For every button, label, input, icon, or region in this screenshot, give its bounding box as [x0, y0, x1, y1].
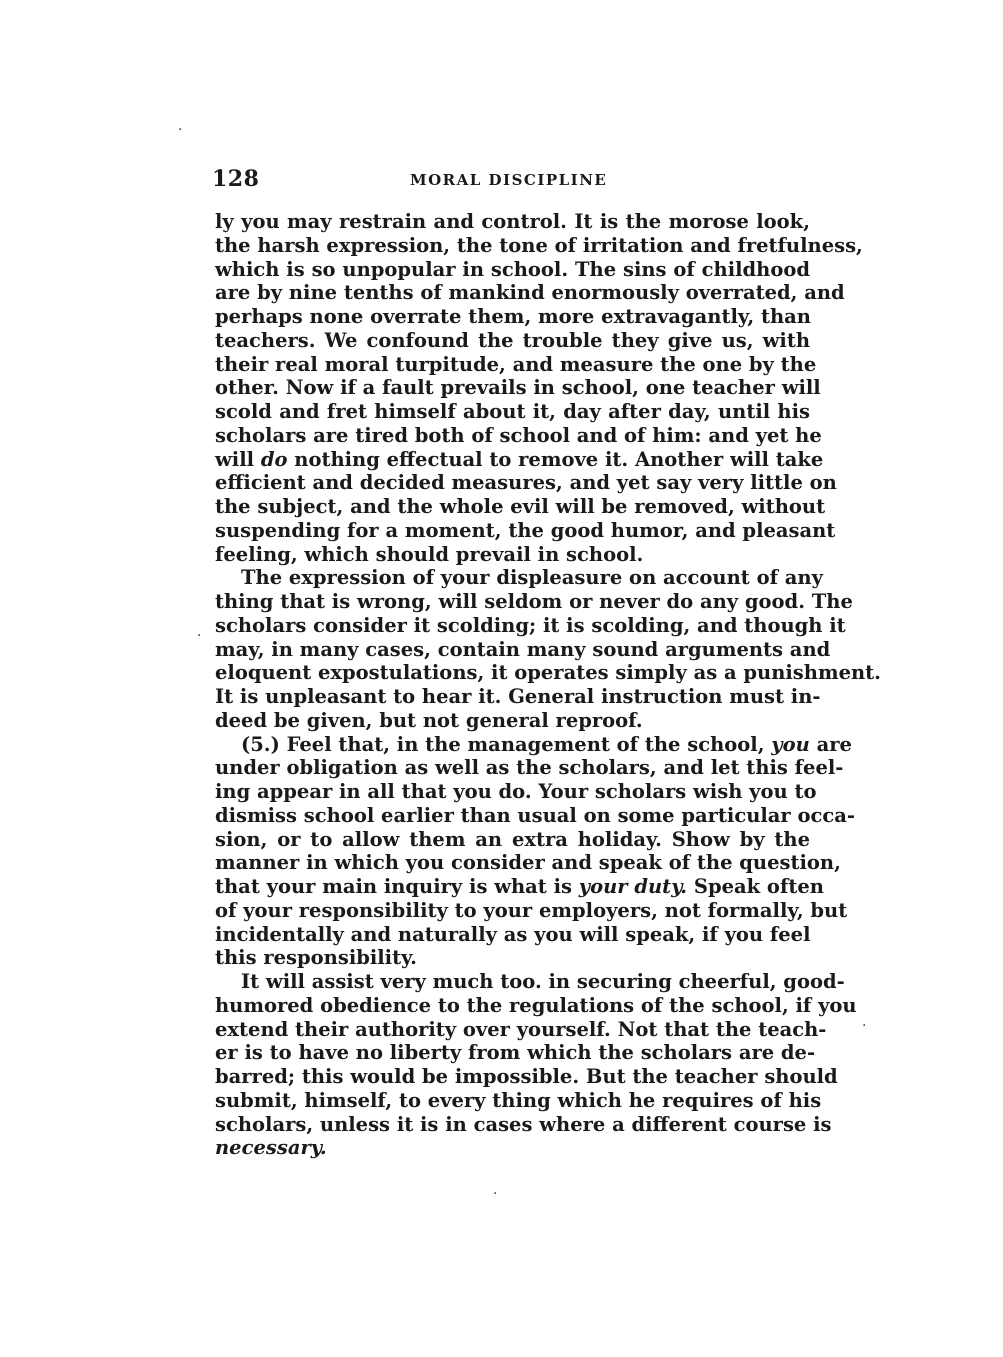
running-head: MORAL DISCIPLINE — [410, 171, 608, 189]
text-line: er is to have no liberty from which the scholars are de- — [215, 1041, 816, 1065]
text-line: scold and fret himself about it, day after day, until his — [215, 400, 810, 423]
text-line: incidentally and naturally as you will speak, if you feel — [215, 922, 811, 946]
text-line: manner in which you consider and speak of the question, — [215, 851, 841, 875]
scan-speck: · — [862, 1018, 867, 1034]
text-line — [215, 875, 824, 899]
text-line: teachers. We confound the trouble they give us, with — [215, 328, 810, 352]
text-line: efficient and decided measures, and yet say very little on — [215, 471, 837, 495]
page-number: 128 — [212, 166, 260, 192]
text-line: are by nine tenths of mankind enormously overrated, and — [215, 281, 845, 305]
scan-speck: · — [197, 628, 202, 644]
text-line: ing appear in all that you do. Your scholars wish you to — [215, 780, 817, 803]
scan-speck: · — [178, 122, 183, 138]
text-line: deed be given, but not general reproof. — [215, 708, 643, 732]
text-line: humored obedience to the regulations of the school, if you — [215, 993, 857, 1017]
text-line: scholars consider it scolding; it is scolding, and though it — [215, 613, 846, 637]
text-line: suspending for a moment, the good humor, and pleasant — [215, 518, 836, 542]
text-line: this responsibility. — [215, 946, 417, 970]
text-segment: nothing effectual to remove it. Another will take — [294, 447, 824, 471]
text-line: other. Now if a fault prevails in school, one teacher will — [215, 376, 821, 400]
text-line: The expression of your displeasure on account of any — [241, 566, 823, 590]
text-segment: will — [215, 447, 255, 471]
text-line: eloquent expostulations, it operates simply as a punishment. — [215, 661, 881, 685]
text-line: sion, or to allow them an extra holiday. Show by the — [215, 827, 810, 851]
text-segment: Speak often — [693, 875, 824, 898]
text-line: It is unpleasant to hear it. General instruction must in- — [215, 685, 821, 708]
emphasis-text: your duty. — [578, 875, 688, 898]
text-line: ly you may restrain and control. It is the morose look, — [215, 210, 810, 233]
text-line: their real moral turpitude, and measure the one by the — [215, 352, 817, 376]
text-line — [215, 1136, 810, 1160]
emphasis-text: you — [771, 732, 810, 756]
text-line — [215, 732, 852, 757]
text-line: barred; this would be impossible. But the teacher should — [215, 1065, 838, 1088]
emphasis-text: necessary. — [215, 1136, 327, 1160]
text-line: perhaps none overrate them, more extravagantly, than — [215, 305, 811, 328]
text-line: submit, himself, to every thing which he requires of his — [215, 1088, 822, 1112]
text-segment: that your main inquiry is what is — [215, 875, 572, 898]
scan-speck: · — [493, 1186, 498, 1202]
body-text — [215, 210, 881, 1160]
emphasis-text: do — [260, 447, 288, 471]
text-line: thing that is wrong, will seldom or never do any good. The — [215, 590, 853, 613]
text-line: feeling, which should prevail in school. — [215, 542, 644, 566]
text-line: of your responsibility to your employers, not formally, but — [215, 898, 848, 922]
text-line: the harsh expression, the tone of irritation and fretfulness, — [215, 233, 863, 257]
text-line — [215, 447, 824, 472]
text-line: which is so unpopular in school. The sins of childhood — [215, 257, 810, 281]
text-line: scholars, unless it is in cases where a different course is — [215, 1112, 832, 1136]
text-line: may, in many cases, contain many sound arguments and — [215, 637, 831, 661]
text-line: It will assist very much too. in securing cheerful, good- — [241, 970, 845, 993]
text-line: dismiss school earlier than usual on some particular occa- — [215, 803, 855, 827]
text-segment: are — [816, 732, 852, 756]
text-line: scholars are tired both of school and of him: and yet he — [215, 423, 822, 447]
text-segment: (5.) Feel that, in the management of the school, — [241, 732, 765, 756]
text-line: extend their authority over yourself. Not that the teach- — [215, 1017, 827, 1041]
text-line: the subject, and the whole evil will be removed, without — [215, 495, 826, 518]
text-line: under obligation as well as the scholars, and let this feel- — [215, 756, 844, 780]
